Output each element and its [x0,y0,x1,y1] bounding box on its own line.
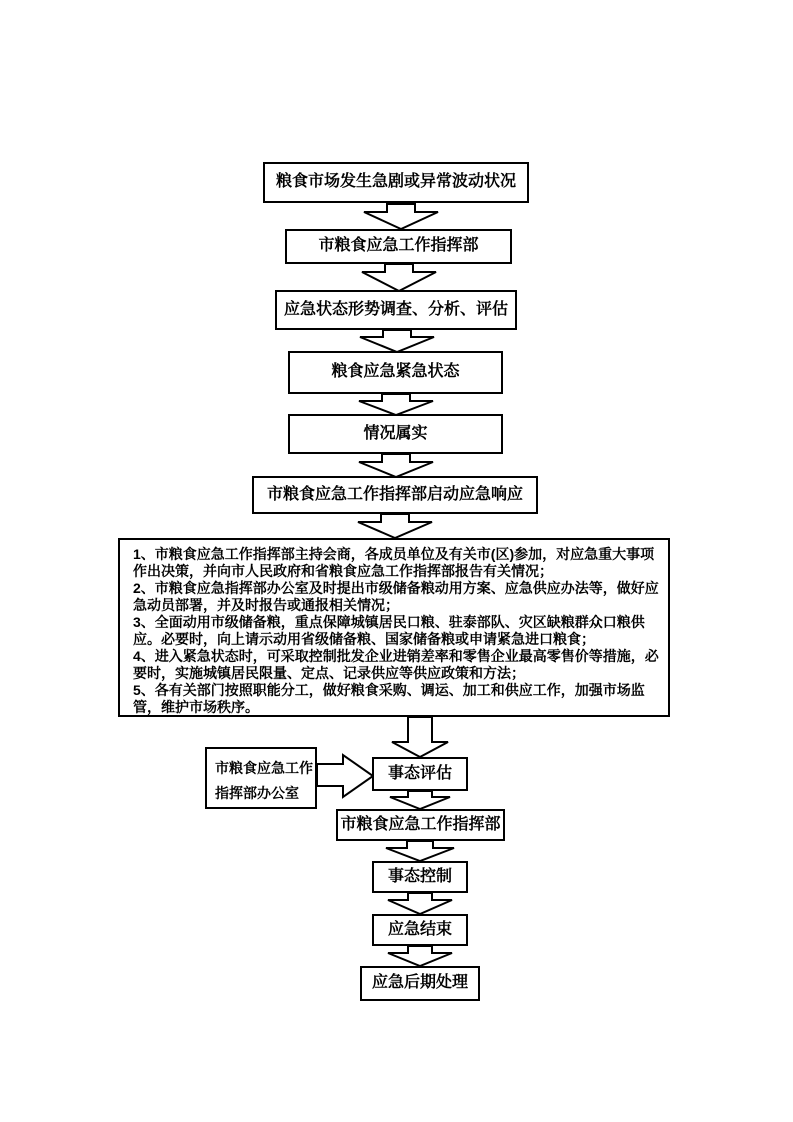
flow-box-label: 市粮食应急工作指挥部 [318,237,479,255]
flow-box-situation-evaluation [372,757,468,791]
down-arrow-icon [359,454,433,477]
down-arrow-icon [364,204,438,229]
measure-item: 1、市粮食应急工作指挥部主持会商，各成员单位及有关市(区)参加，对应急重大事项作出决策，并向市人民政府和省粮食应急工作指挥部报告有关情况； [133,546,655,579]
down-arrow-icon [359,394,433,415]
measure-item: 5、各有关部门按照职能分工，做好粮食采购、调运、加工和供应工作，加强市场监管，维护市场秩序。 [133,682,645,715]
flow-box-label: 事态控制 [387,867,452,885]
down-arrow-icon [392,717,448,757]
measure-item: 2、市粮食应急指挥部办公室及时提出市级储备粮动用方案、应急供应办法等，做好应急动员部署，并及时报告或通报相关情况； [133,580,659,613]
flow-box-label: 事态评估 [387,764,452,782]
flow-box-headquarters [285,229,512,264]
flow-box-emergency-over [372,914,468,946]
flow-box-label: 市粮食应急工作指挥部启动应急响应 [266,485,523,503]
down-arrow-icon [358,514,432,538]
measure-item: 4、进入紧急状态时，可采取控制批发企业进销差率和零售企业最高零售价等措施，必要时，实施城镇居民限量、定点、记录供应等供应政策和方法； [133,648,659,681]
down-arrow-icon [386,841,454,861]
flow-box-start-response [252,476,538,514]
down-arrow-icon [360,330,434,352]
down-arrow-icon [362,264,436,291]
flow-box-situation-control [372,861,468,893]
flow-box-label: 粮食应急紧急状态 [331,363,460,381]
flow-box-label: 应急结束 [387,920,452,938]
flow-box-investigation-analysis [275,290,517,330]
flow-box-headquarters-2 [336,809,505,841]
flow-box-post-emergency [360,966,480,1001]
right-arrow-icon [317,755,373,797]
flow-box-label: 应急状态形势调查、分析、评估 [283,300,508,318]
flow-box-headquarters-office [205,747,317,809]
down-arrow-icon [388,893,452,914]
down-arrow-icon [388,946,452,966]
flow-box-response-measures [118,538,670,717]
flow-box-situation-confirmed [288,414,503,454]
down-arrow-icon [390,791,450,809]
office-box-line: 指挥部办公室 [215,785,299,801]
flow-box-emergency-state [288,351,503,394]
office-box-line: 市粮食应急工作 [215,760,313,776]
flow-box-label: 应急后期处理 [371,974,468,992]
flow-box-label: 情况属实 [363,424,428,442]
measure-item: 3、全面动用市级储备粮，重点保障城镇居民口粮、驻泰部队、灾区缺粮群众口粮供应。必要时，向上请示动用省级储备粮、国家储备粮或申请紧急进口粮食； [133,614,645,647]
flow-box-market-fluctuation [263,162,529,203]
flow-box-label: 粮食市场发生急剧或异常波动状况 [275,173,516,191]
flow-box-label: 市粮食应急工作指挥部 [340,815,501,833]
